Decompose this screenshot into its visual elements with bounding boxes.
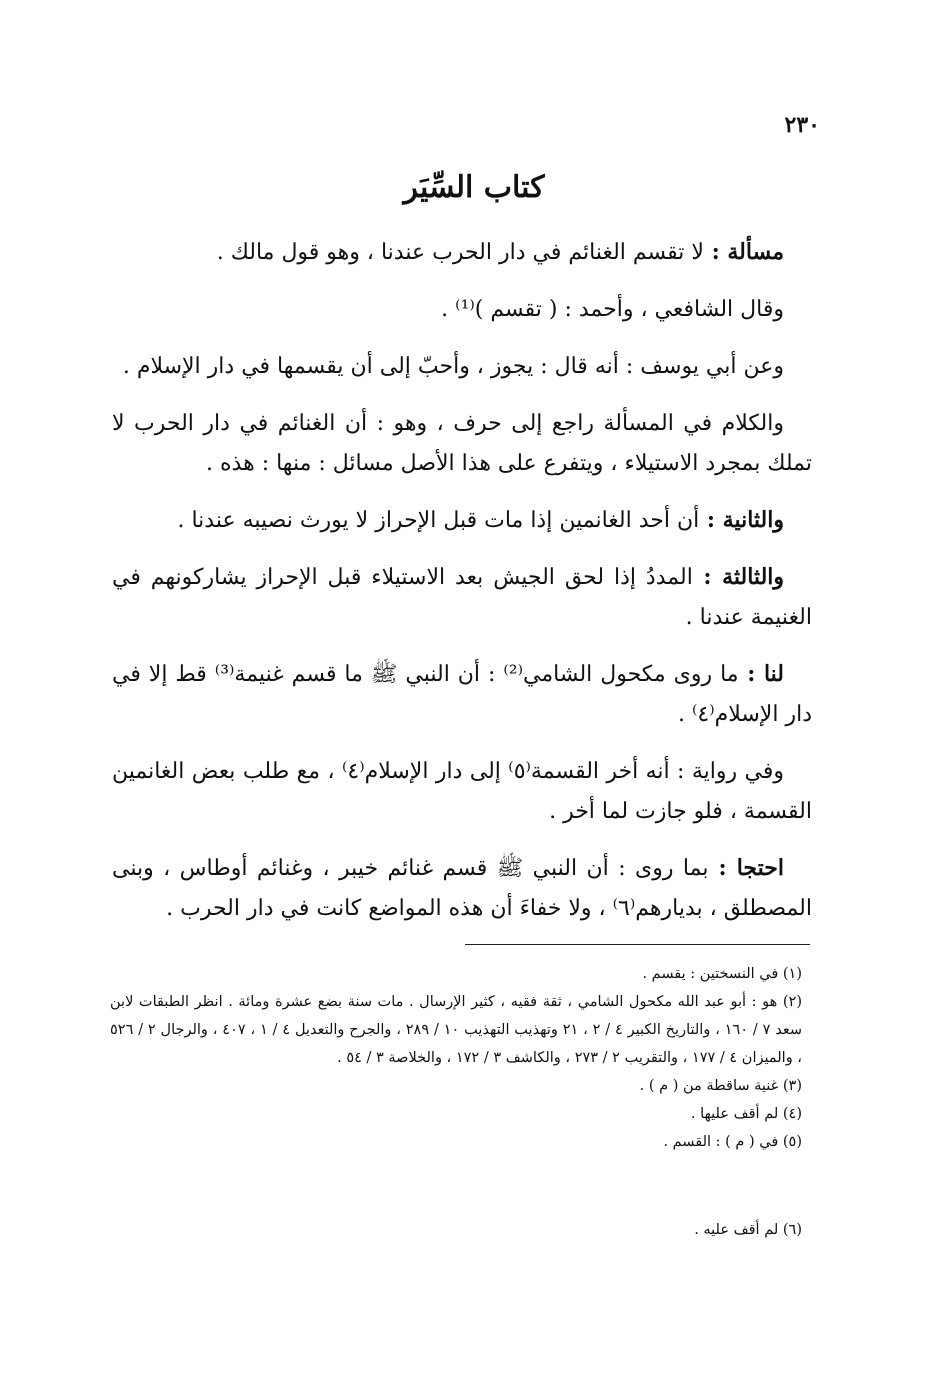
- paragraph-text: وقال الشافعي ، وأحمد : ( تقسم )⁽¹⁾ .: [441, 297, 784, 322]
- paragraph: [112, 848, 812, 929]
- paragraph: [112, 751, 812, 832]
- paragraph: [112, 289, 812, 330]
- paragraph-lead: لنا :: [738, 661, 785, 687]
- paragraph: [112, 232, 812, 273]
- paragraph-text: وعن أبي يوسف : أنه قال : يجوز ، وأحبّ إلى أن يقسمها في دار الإسلام .: [122, 354, 784, 379]
- footnote: (٤) لم أقف عليها .: [690, 1106, 802, 1122]
- page-number: ٢٣٠: [784, 112, 820, 138]
- chapter-title: كتاب السِّيَر: [403, 170, 545, 205]
- main-text: [112, 232, 812, 945]
- paragraph: [112, 557, 812, 638]
- paragraph-text: بما روى : أن النبي ﷺ قسم غنائم خيبر ، وغنائم أوطاس ، وبنى المصطلق ، بديارهم⁽٦⁾ ، ولا خفاءَ أن هذه المواضع كانت في دار الحرب .: [112, 856, 812, 921]
- footnote-divider: [465, 944, 810, 945]
- paragraph-text: والكلام في المسألة راجع إلى حرف ، وهو : أن الغنائم في دار الحرب لا تملك بمجرد الاستيلاء ، ويتفرع على هذا الأصل مسائل : منها : هذه .: [112, 411, 812, 476]
- paragraph-text: وفي رواية : أنه أخر القسمة⁽٥⁾ إلى دار الإسلام⁽٤⁾ ، مع طلب بعض الغانمين القسمة ، فلو جازت لما أخر .: [112, 759, 812, 824]
- paragraph-lead: مسألة :: [703, 239, 784, 265]
- footnote: (٢) هو : أبو عبد الله مكحول الشامي ، ثقة فقيه ، كثير الإرسال . مات سنة بضع عشرة ومائة . انظر الطبقات لابن سعد ٧ / ١٦٠ ، والتاريخ الكبير ٤ / ٢ ، ٢١ وتهذيب التهذيب ١٠ / ٢٨٩ ، والجرح والتعديل ٤ / ١ ، ٤٠٧ ، والرجال ٢ / ٥٢٦ ، والميزان ٤ / ١٧٧ ، والتقريب ٢ / ٢٧٣ ، والكاشف ٣ / ١٧٢ ، والخلاصة ٣ / ٥٤ .: [110, 994, 802, 1066]
- paragraph-text: المددُ إذا لحق الجيش بعد الاستيلاء قبل الإحراز يشاركونهم في الغنيمة عندنا .: [112, 565, 812, 630]
- footnote: (١) في النسختين : يقسم .: [642, 966, 802, 982]
- paragraph-lead: والثالثة :: [692, 564, 785, 590]
- paragraph: [112, 403, 812, 484]
- paragraph-lead: احتجا :: [708, 855, 784, 881]
- footnote: (٥) في ( م ) : القسم .: [663, 1134, 802, 1150]
- paragraph: [112, 346, 812, 387]
- paragraph-lead: والثانية :: [699, 507, 784, 533]
- paragraph-text: أن أحد الغانمين إذا مات قبل الإحراز لا يورث نصيبه عندنا .: [177, 508, 700, 533]
- footnote: (٣) غنية ساقطة من ( م ) .: [639, 1078, 802, 1094]
- footnote: (٦) لم أقف عليه .: [694, 1222, 802, 1238]
- footnotes: [110, 960, 802, 1244]
- paragraph-text: ما روى مكحول الشامي⁽²⁾ : أن النبي ﷺ ما قسم غنيمة⁽³⁾ قط إلا في دار الإسلام⁽٤⁾ .: [112, 662, 812, 727]
- paragraph-text: لا تقسم الغنائم في دار الحرب عندنا ، وهو قول مالك .: [216, 240, 704, 265]
- paragraph: [112, 500, 812, 541]
- paragraph: [112, 654, 812, 735]
